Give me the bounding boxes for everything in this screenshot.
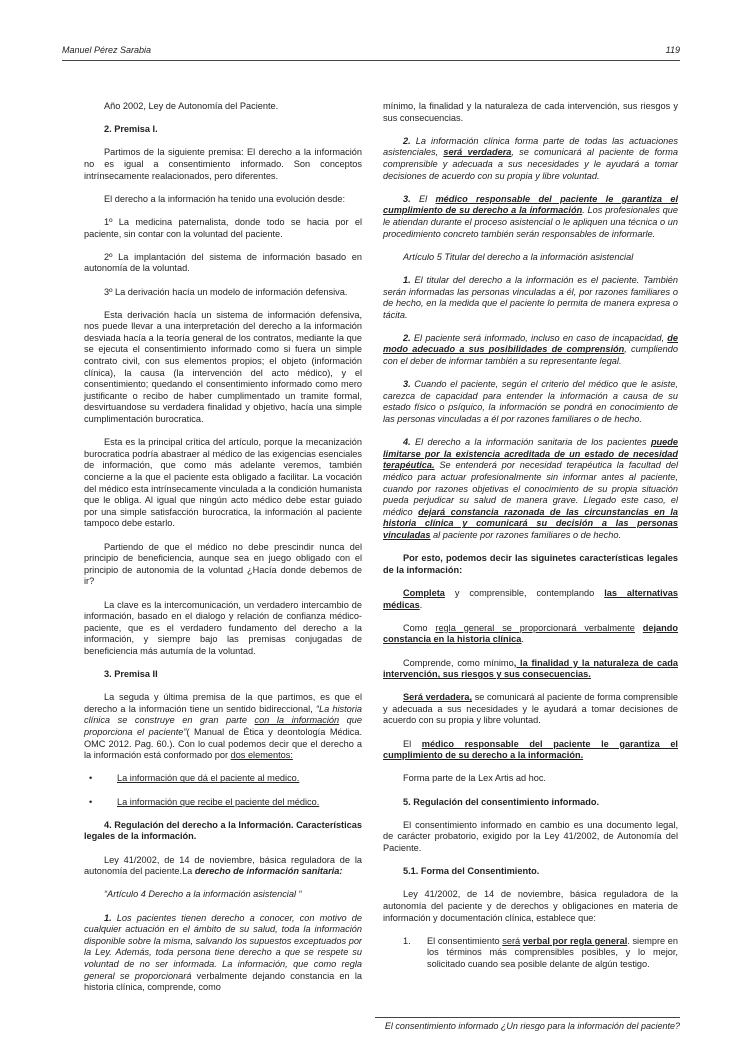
paragraph: 2º La implantación del sistema de información basado en autonomía de la voluntad.	[84, 251, 362, 274]
paragraph: 2. La información clínica forma parte de todas las actuaciones asistenciales, será verdadera, se comunicará al paciente de forma comprensible y adecuada a sus necesidades y le ayudará a tomar decisiones de acuerdo con su propia y libre voluntad.	[383, 135, 678, 181]
paragraph: Esta es la principal crítica del artículo, porque la mecanización burocratica podría abastraer al médico de las exigencias esenciales de información, que como más adelante veremos, también concierne a la que el paciente esta obligado a facilitar. La vocación del médico esta intrínsecamente vinculada a la condición humanista que le obliga. Al igual que ningún acto médico debe estar guiado por una simple satisfacción burocratica, la información al paciente tampoco debe estarlo.	[84, 437, 362, 529]
paragraph: 3. El médico responsable del paciente le garantiza el cumplimiento de su derecho a la información. Los profesionales que le atiendan durante el proceso asistencial o le apliquen una técnica o un procedimiento concreto también serán responsables de informarle.	[383, 193, 678, 239]
left-column	[84, 101, 362, 1005]
paragraph: 1. El titular del derecho a la información es el paciente. También serán informadas las personas vinculadas a él, por razones familiares o de hecho, en la medida que el paciente lo permita de manera expresa o tácita.	[383, 274, 678, 320]
list-item: • La información que recibe el paciente del médico.	[89, 796, 320, 807]
paragraph: La seguda y última premisa de la que partimos, es que el derecho a la información tiene un sentido bidireccional, “La historia clínica se construye en gran parte con la información que proporciona el paciente”( Manual de Ética y deontología Médica. OMC 2012. Pag. 60.). Con lo cual podemos decir que el derecho a la información está conformado por dos elementos:	[84, 692, 363, 761]
paragraph: El derecho a la información ha tenido una evolución desde:	[104, 193, 346, 204]
paragraph: mínimo, la finalidad y la naturaleza de cada intervención, sus riesgos y sus consecuencias.	[383, 101, 678, 123]
paragraph: Esta derivación hacía un sistema de información defensiva, nos puede llevar a una interpretación del derecho a la información desviada hacía a la teoría general de los contratos, mediante la que se ejecuta el consentimiento informado como si fuera un simple contrato civil, con sus elementos propios; el objeto (información clínica), la causa (la intervención del acto médico), y el consentimiento; quedando el consentimiento informado como mero justificante o recibo de haber cumplimentado un tramite formal, desvirtuandose su verdadera finalidad y objetivo, hacía una simple cumplimentación burocratica.	[84, 309, 362, 425]
section-heading: 2. Premisa I.	[104, 124, 158, 135]
paragraph: 1. Los pacientes tienen derecho a conocer, con motivo de cualquier actuación en el ámbito de su salud, toda la información disponible sobre la misma, salvando los supuestos exceptuados por la Ley. Además, toda persona tiene derecho a que se respete su voluntad de no ser informada. La información, que como regla general se proporcionará verbalmente dejando constancia en la historia clínica, comprende, como	[84, 912, 362, 993]
right-column	[383, 101, 678, 982]
paragraph: 3. Cuando el paciente, según el criterio del médico que le asiste, carezca de capacidad para entender la información a causa de su estado físico o psíquico, la información se pondrá en conocimiento de las personas vinculadas a él por razones familiares o de hecho.	[383, 379, 678, 425]
paragraph: Será verdadera, se comunicará al paciente de forma comprensible y adecuada a sus necesidades y le ayudará a tomar decisiones de acuerdo con su propia y libre voluntad.	[383, 692, 678, 726]
paragraph: Forma parte de la Lex Artis ad hoc.	[403, 773, 546, 784]
running-footer: El consentimiento informado ¿Un riesgo para la información del paciente?	[384, 1021, 680, 1031]
paragraph: Partiendo de que el médico no debe prescindir nunca del principio de beneficiencia, aunque sea en juego obligado con el principio de autonomia de la voluntad ¿Hacía donde debemos de ir?	[84, 541, 362, 587]
paragraph: La clave es la intercomunicación, un verdadero intercambio de información, basado en el dialogo y relación de confianza médico-paciente, que es el verdadero fundamento del derecho a la información, y siempre bajo las premisas conjugadas de beneficiencia más autumía de la voluntad.	[84, 599, 362, 656]
header-page-number: 119	[665, 45, 680, 55]
paragraph: 2. El paciente será informado, incluso en caso de incapacidad, de modo adecuado a sus posibilidades de comprensión, cumpliendo con el deber de informar también a su representante legal.	[383, 332, 678, 367]
paragraph: 3º La derivación hacía un modelo de información defensiva.	[104, 286, 348, 297]
paragraph: 4. El derecho a la información sanitaria de los pacientes puede limitarse por la existencia acreditada de un estado de necesidad terapéutica. Se entenderá por necesidad terapéutica la facultad del médico para actuar profesionalmente sin informar antes al paciente, cuando por razones objetivas el conocimiento de su propia situación pueda perjudicar su salud de manera grave. Llegado este caso, el médico dejará constancia razonada de las circunstancias en la historia clínica y comunicará su decisión a las personas vinculadas al paciente por razones familiares o de hecho.	[383, 437, 678, 540]
paragraph: Comprende, como mínimo, la finalidad y la naturaleza de cada intervención, sus riesgos y sus consecuencias.	[383, 657, 678, 680]
section-heading: 5. Regulación del consentimiento informado.	[403, 796, 600, 807]
list-item: • La información que dá el paciente al medico.	[89, 773, 300, 784]
paragraph: Partimos de la siguiente premisa: El derecho a la información no es igual a consentimiento informado. Son conceptos intrínsecamente realacionados, pero diferentes.	[84, 147, 362, 181]
paragraph: Artículo 5 Titular del derecho a la información asistencial	[403, 251, 634, 262]
header-author: Manuel Pérez Sarabia	[62, 45, 152, 55]
paragraph: Año 2002, Ley de Autonomía del Paciente.	[104, 101, 279, 111]
section-heading: 3. Premisa II	[104, 669, 158, 680]
paragraph: El médico responsable del paciente le garantiza el cumplimiento de su derecho a la información.	[383, 738, 678, 761]
footer-rule	[375, 1017, 680, 1018]
paragraph: El consentimiento informado en cambio es una documento legal, de carácter probatorio, exigido por la Ley 41/2002, de Autonomía del Paciente.	[383, 819, 678, 853]
section-heading: 4. Regulación del derecho a la Información. Características legales de la información.	[84, 819, 362, 842]
list-item: 1. El consentimiento será verbal por regla general. siempre en los términos más comprensibles posibles, y lo mejor, solicitado cuando sea posible delante de algún testigo.	[403, 935, 678, 969]
paragraph: 1º La medicina paternalista, donde todo se hacia por el paciente, sin contar con la voluntad del paciente.	[84, 216, 362, 239]
paragraph: Ley 41/2002, de 14 de noviembre, básica reguladora de la autonomía del paciente.La derecho de información sanitaria:	[84, 854, 362, 877]
section-heading: 5.1. Forma del Consentimiento.	[403, 866, 540, 877]
paragraph: Como regla general se proporcionará verbalmente dejando constancia en la historia clínica.	[383, 622, 679, 645]
running-header	[62, 45, 680, 61]
paragraph: Ley 41/2002, de 14 de noviembre, básica reguladora de la autonomía del paciente y de derechos y obligaciones en materia de información y documentación clínica, establece que:	[383, 889, 678, 923]
paragraph: Por esto, podemos decir las siguinetes características legales de la información:	[383, 553, 678, 575]
paragraph: “Artículo 4 Derecho a la información asistencial “	[104, 889, 302, 900]
header-rule	[62, 60, 680, 61]
paragraph: Completa y comprensible, contemplando las alternativas médicas.	[383, 587, 678, 610]
